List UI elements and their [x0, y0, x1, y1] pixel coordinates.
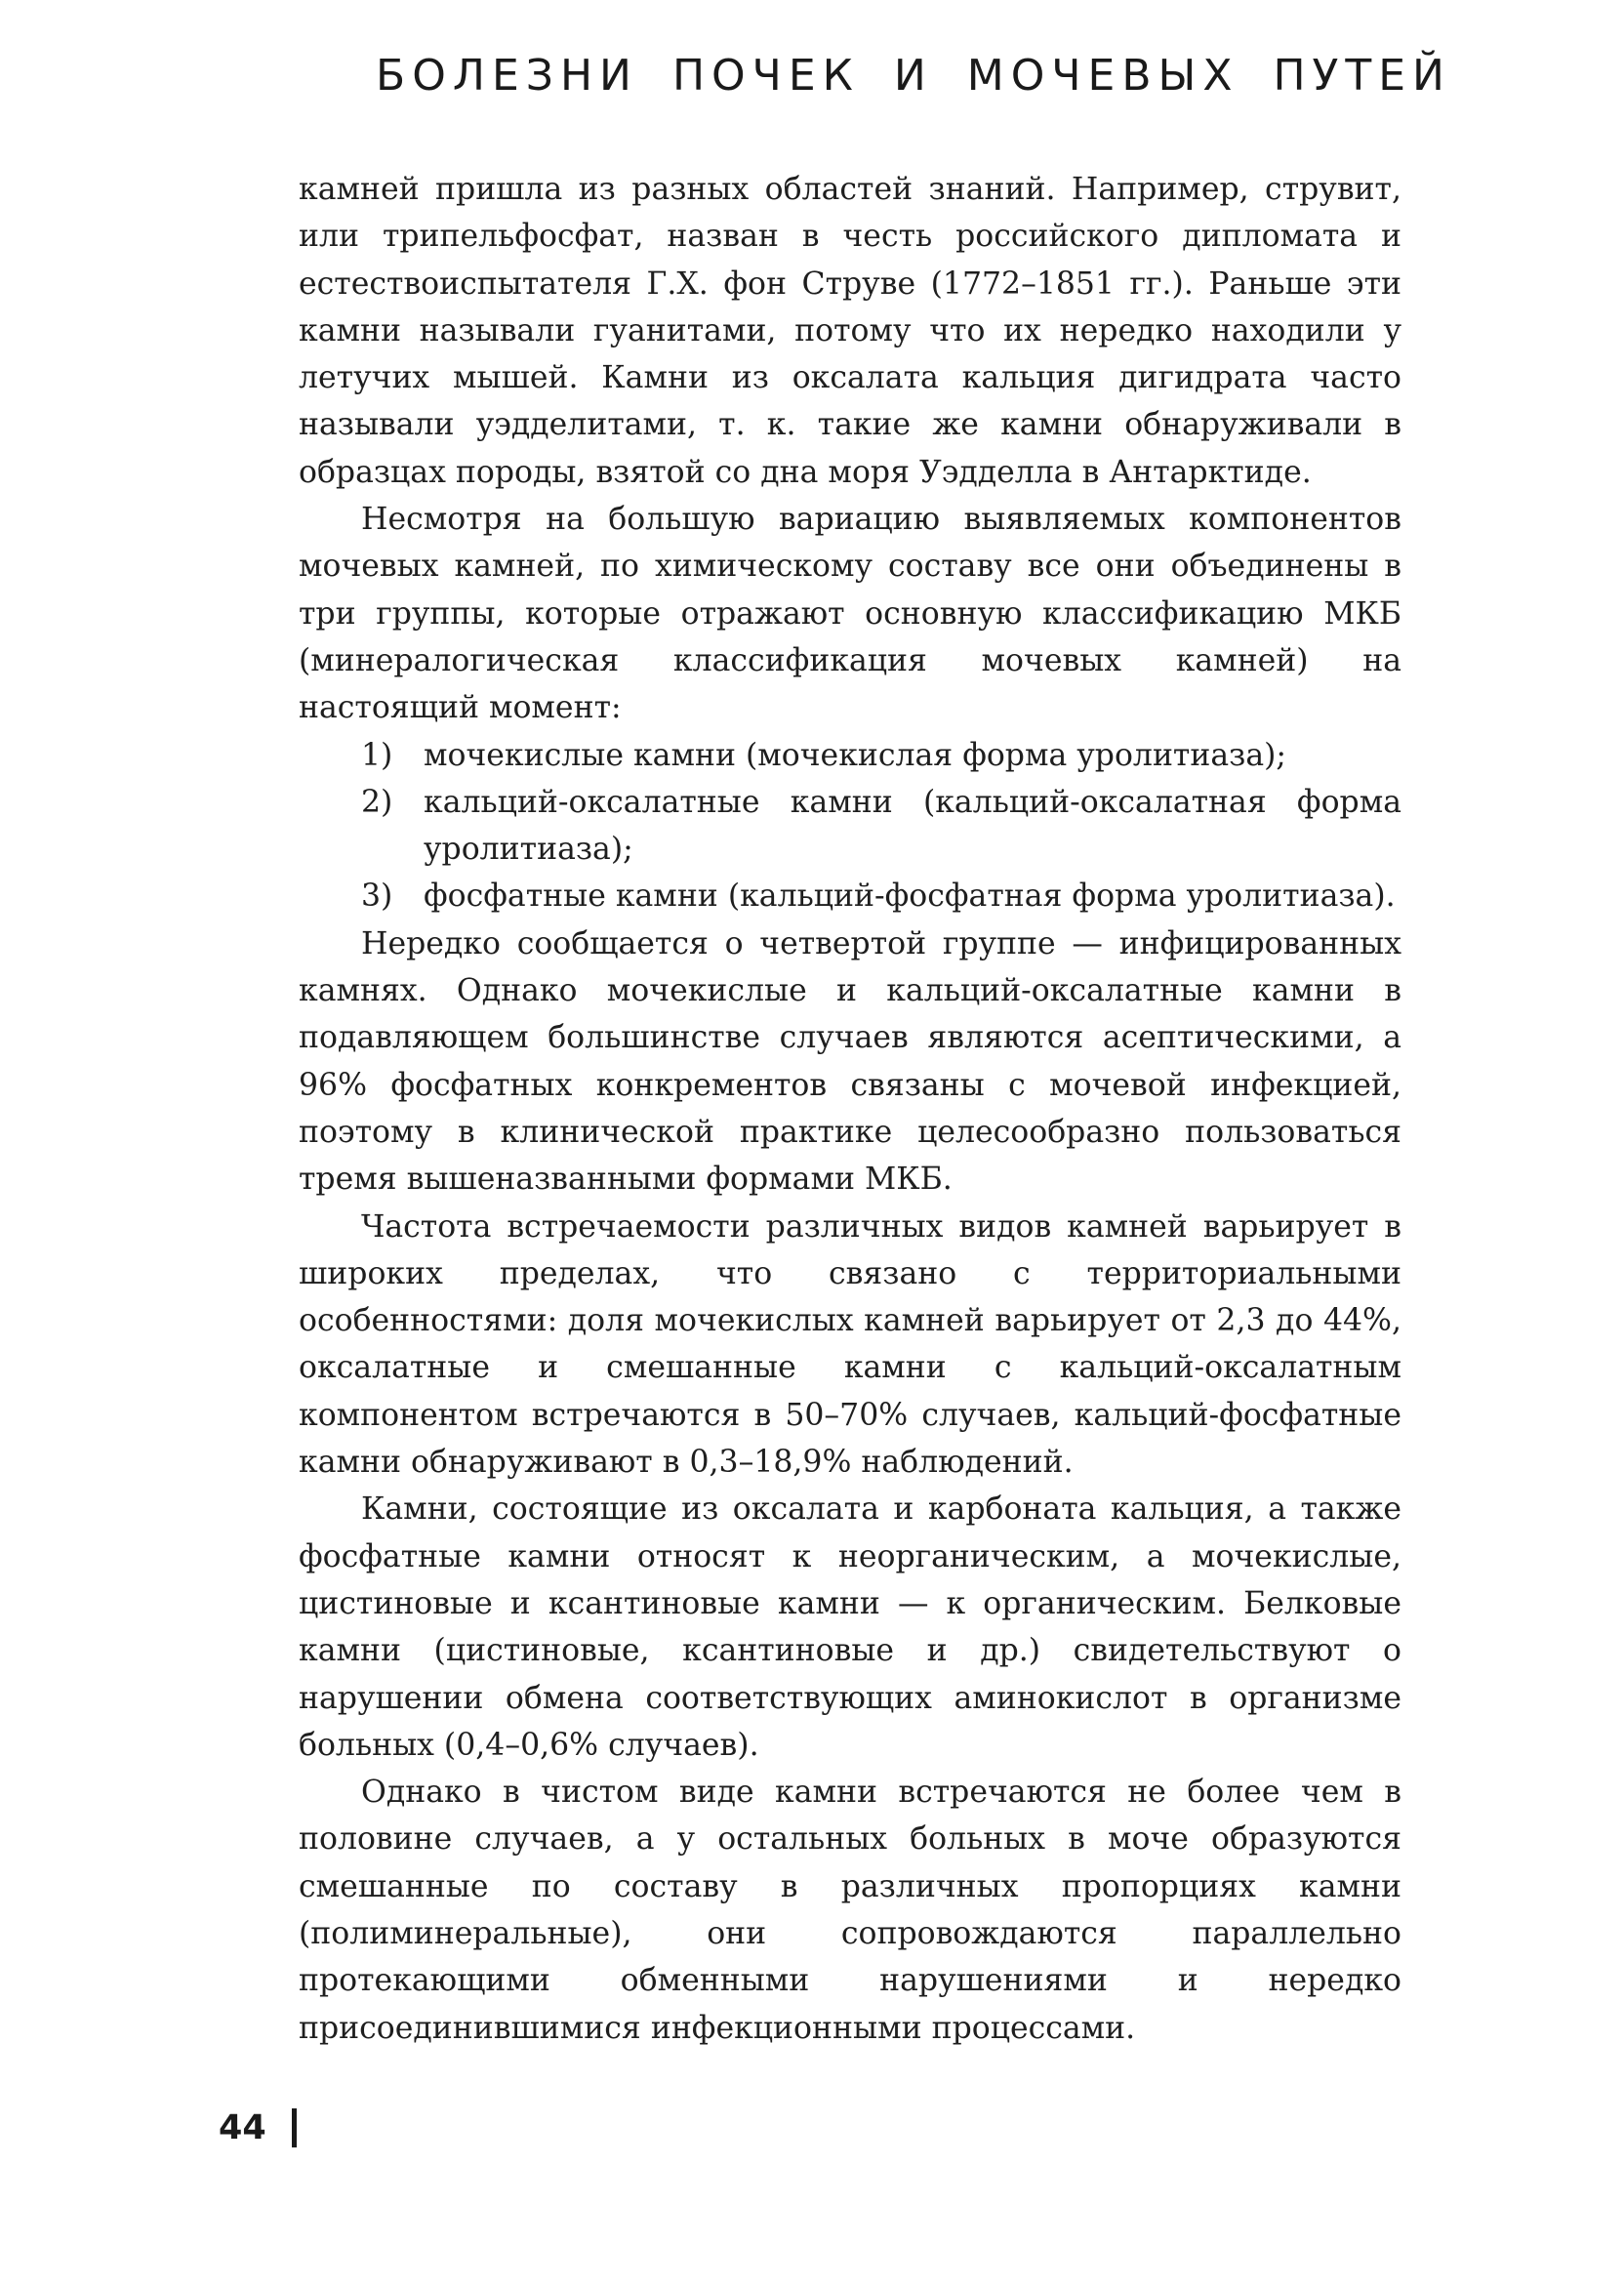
paragraph-frequency: Частота встречаемости различных видов камней варьирует в широких пределах, что связано с территориальными особенностями: доля мочекислых камней варьирует от 2,3 до 44%, оксалатные и смешанные камни с кальций-оксалатным компонентом встречаются в 50–70% случаев, кальций-фосфатные камни обнаруживают в 0,3–18,9% наблюдений. — [299, 1208, 1401, 1481]
list-item-text: кальций-оксалатные камни (кальций-оксалатная форма уролитиаза); — [424, 784, 1401, 868]
page-number: 44 — [219, 2108, 266, 2147]
list-item-text: фосфатные камни (кальций-фосфатная форма уролитиаза). — [424, 878, 1396, 915]
list-item-number: 2) — [361, 784, 393, 820]
paragraph-infected-stones: Нередко сообщается о четвертой группе — инфицированных камнях. Однако мочекислые и кальций-оксалатные камни в подавляющем большинстве случаев являются асептическими, а 96% фосфатных конкрементов связаны с мочевой инфекцией, поэтому в клинической практике целесообразно пользоваться тремя вышеназванными формами МКБ. — [299, 925, 1401, 1198]
paragraph-continuation: камней пришла из разных областей знаний. Например, струвит, или трипельфосфат, назван в честь российского дипломата и естествоиспытателя Г.Х. фон Струве (1772–1851 гг.). Раньше эти камни называли гуанитами, потому что их нередко находили у летучих мышей. Камни из оксалата кальция дигидрата часто называли уэдделитами, т. к. такие же камни обнаруживали в образцах породы, взятой со дна моря Уэдделла в Антарктиде. — [299, 172, 1401, 490]
list-item-number: 1) — [361, 737, 393, 773]
list-item — [299, 732, 1401, 779]
list-item-text: мочекислые камни (мочекислая форма уролитиаза); — [424, 737, 1286, 773]
page-footer — [219, 2108, 297, 2147]
list-item — [299, 779, 1401, 874]
stone-groups-list — [299, 732, 1401, 920]
list-item — [299, 873, 1401, 919]
paragraph-organic-inorganic: Камни, состоящие из оксалата и карбоната кальция, а также фосфатные камни относят к неорганическим, а мочекислые, цистиновые и ксантиновые камни — к органическим. Белковые камни (цистиновые, ксантиновые и др.) свидетельствуют о нарушении обмена соответствующих аминокислот в организме больных (0,4–0,6% случаев). — [299, 1491, 1401, 1763]
page-number-divider — [292, 2108, 297, 2147]
paragraph-classification: Несмотря на большую вариацию выявляемых компонентов мочевых камней, по химическому составу все они объединены в три группы, которые отражают основную классификацию МКБ (минералогическая классификация мочевых камней) на настоящий момент: — [299, 502, 1401, 726]
body-text — [299, 166, 1401, 2052]
paragraph-mixed-stones: Однако в чистом виде камни встречаются не более чем в половине случаев, а у остальных больных в моче образуются смешанные по составу в различных пропорциях камни (полиминеральные), они сопровождаются параллельно протекающими обменными нарушениями и нередко присоединившимися инфекционными процессами. — [299, 1775, 1401, 2046]
running-head: БОЛЕЗНИ ПОЧЕК И МОЧЕВЫХ ПУТЕЙ — [376, 51, 1451, 101]
list-item-number: 3) — [361, 878, 393, 915]
